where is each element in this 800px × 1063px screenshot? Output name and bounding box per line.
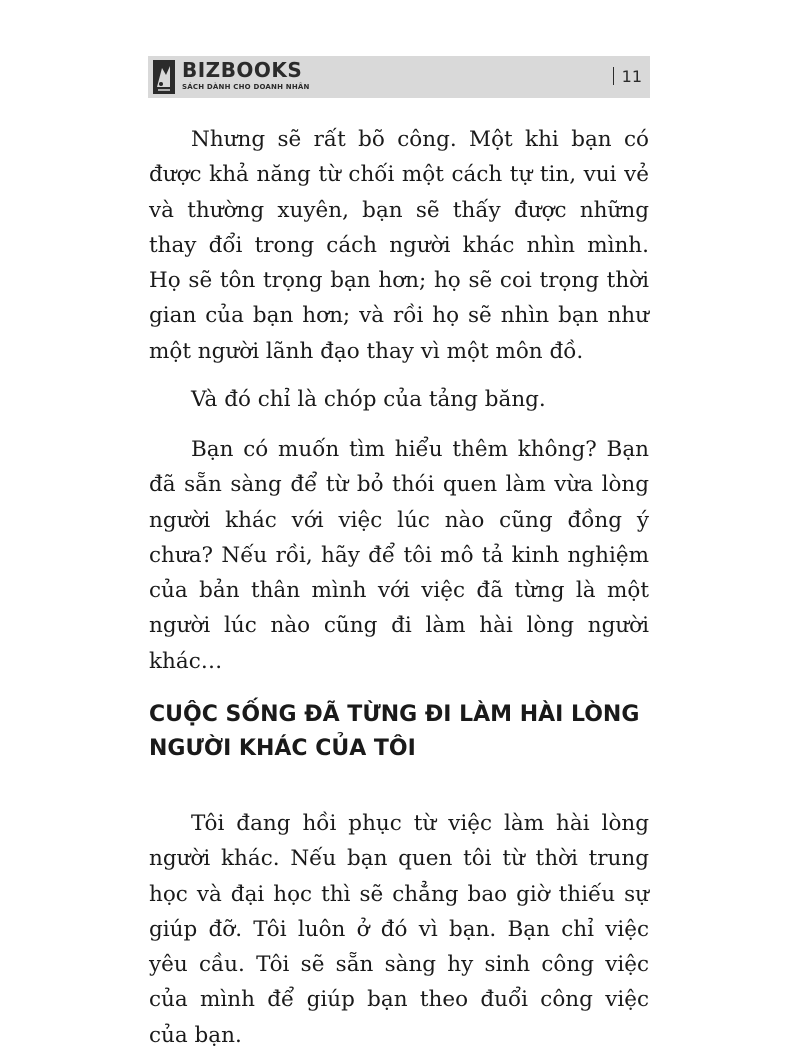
section-heading: CUỘC SỐNG ĐÃ TỪNG ĐI LÀM HÀI LÒNG NGƯỜI KHÁC CỦA TÔI [149, 702, 640, 761]
bizbooks-logo-icon [153, 60, 175, 94]
page-number-divider [613, 67, 614, 85]
paragraph-3: Bạn có muốn tìm hiểu thêm không? Bạn đã sẵn sàng để từ bỏ thói quen làm vừa lòng người khác với việc lúc nào cũng đồng ý chưa? Nếu rồi, hãy để tôi mô tả kinh nghiệm của bản thân mình với việc đã từng là một người lúc nào cũng đi làm hài lòng người khác… [149, 437, 649, 674]
paragraph-2: Và đó chỉ là chóp của tảng băng. [191, 387, 546, 412]
brand-name: BIZBOOKS [182, 58, 303, 82]
paragraph-1: Nhưng sẽ rất bõ công. Một khi bạn có được khả năng từ chối một cách tự tin, vui vẻ và thường xuyên, bạn sẽ thấy được những thay đổi trong cách người khác nhìn mình. Họ sẽ tôn trọng bạn hơn; họ sẽ coi trọng thời gian của bạn hơn; và rồi họ sẽ nhìn bạn như một người lãnh đạo thay vì một môn đồ. [149, 127, 649, 364]
brand-tagline: SÁCH DÀNH CHO DOANH NHÂN [182, 83, 310, 91]
section-paragraph-1: Tôi đang hồi phục từ việc làm hài lòng người khác. Nếu bạn quen tôi từ thời trung học và đại học thì sẽ chẳng bao giờ thiếu sự giúp đỡ. Tôi luôn ở đó vì bạn. Bạn chỉ việc yêu cầu. Tôi sẽ sẵn sàng hy sinh công việc của mình để giúp bạn theo đuổi công việc của bạn. [149, 811, 649, 1048]
page-number: 11 [621, 67, 642, 86]
page-number-area [613, 67, 642, 87]
running-header [148, 56, 650, 98]
